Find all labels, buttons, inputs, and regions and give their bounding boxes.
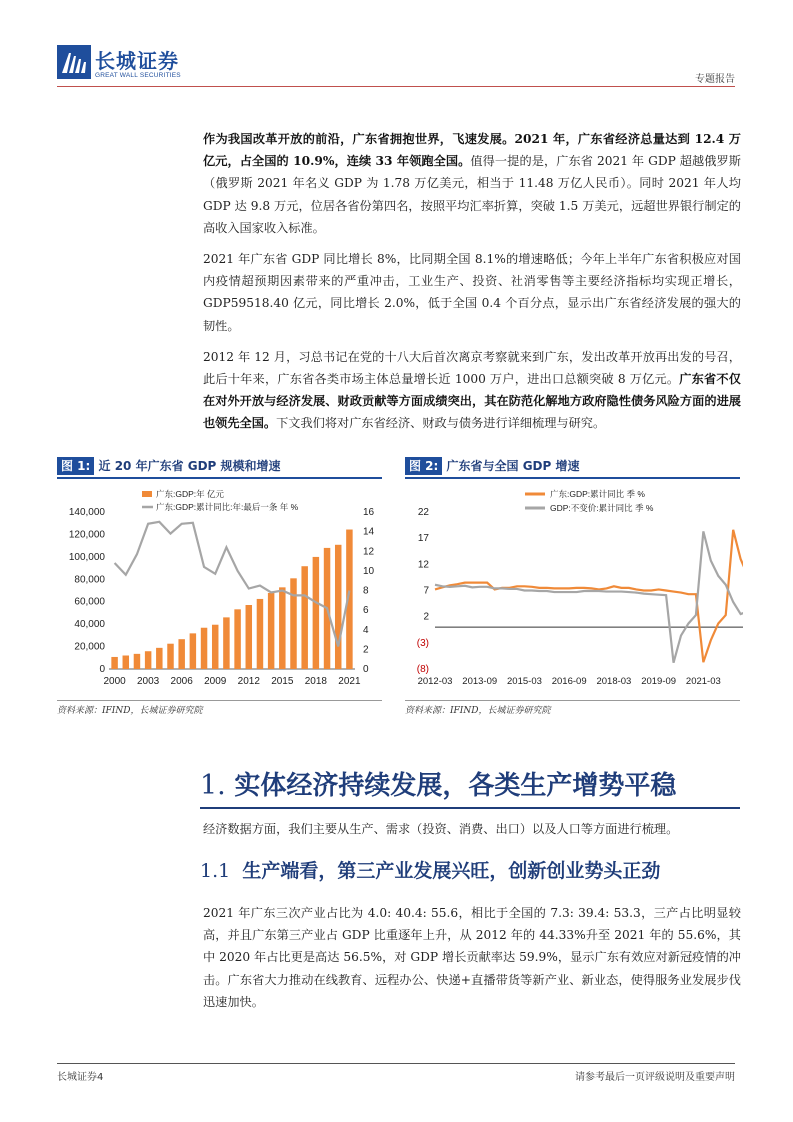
- intro-paragraph-3: [203, 346, 741, 435]
- section-1-1-heading: [200, 856, 660, 883]
- y-right-tick-label: 0: [363, 664, 369, 675]
- gdp-bar: [335, 545, 341, 669]
- figure-2-underline: [405, 477, 740, 479]
- section-1-underline: [200, 807, 740, 809]
- section-1-1-paragraph: 2021 年广东三次产业占比为 4.0: 40.4: 55.6，相比于全国的 7.3: 39.4: 53.3，三产占比明显较高，并且广东第三产业占 GDP 比重逐年上升，从 2012 年的 44.33%升至 2021 年的 55.6%，其中 2020 年占比更是高达 56.5%，对 GDP 增长贡献率达 59.9%，显示广东有效应对新冠疫情的冲击。广东省大力推动在线教育、远程办公、快递+直播带货等新产业、新业态，使得服务业发展步伐迅速加快。: [203, 906, 741, 1009]
- y-left-tick-label: 40,000: [74, 619, 105, 631]
- x-tick-label: 2006: [170, 676, 193, 687]
- gdp-bar: [134, 654, 140, 669]
- intro-paragraph-1: [203, 128, 741, 239]
- y-left-tick-label: 100,000: [68, 551, 105, 563]
- company-logo: [57, 45, 187, 85]
- y-right-tick-label: 12: [363, 546, 375, 558]
- logo-chinese-name: 长城证券: [95, 49, 179, 73]
- y-right-tick-label: 2: [363, 644, 369, 656]
- report-type-label: 专题报告: [695, 74, 735, 85]
- logo-english-name: GREAT WALL SECURITIES: [95, 72, 181, 79]
- gdp-bar: [190, 633, 196, 669]
- x-tick-label: 2021: [338, 676, 361, 687]
- y-right-tick-label: 8: [363, 585, 369, 597]
- y-right-tick-label: 16: [363, 507, 375, 518]
- x-tick-label: 2019-09: [641, 676, 677, 687]
- y-left-tick-label: 120,000: [68, 529, 105, 541]
- figure-2-caption: 广东省与全国 GDP 增速: [446, 459, 580, 473]
- gdp-bar: [313, 557, 319, 669]
- figure-2-source: 资料来源：IFIND，长城证券研究院: [405, 706, 551, 716]
- figure-2-bottom-line: [405, 700, 740, 701]
- intro-paragraph-2: 2021 年广东省 GDP 同比增长 8%，比同期全国 8.1%的增速略低；今年上半年广东省积极应对国内疫情超预期因素带来的严重冲击，工业生产、投资、社消零售等主要经济指标均实现正增长，GDP59518.40 亿元，同比增长 2.0%，低于全国 0.4 个百分点，显示出广东省经济发展的强大的韧性。: [203, 252, 741, 333]
- section-1-1-number: 1.1: [200, 860, 231, 882]
- section-1-title: 实体经济持续发展，各类生产增势平稳: [234, 771, 677, 801]
- legend-label-national: GDP:不变价:累计同比 季 %: [550, 503, 654, 513]
- y-right-tick-label: 4: [363, 624, 369, 636]
- gdp-bar: [156, 648, 162, 669]
- gdp-bar: [290, 578, 296, 669]
- y-right-tick-label: 14: [363, 526, 375, 538]
- gdp-bar: [201, 628, 207, 669]
- section-1-number: 1.: [200, 770, 226, 801]
- x-tick-label: 2012-03: [417, 676, 453, 687]
- intro-p3-c: 下文我们将对广东省经济、财政与债务进行详细梳理与研究。: [276, 416, 606, 431]
- national-growth-line: [435, 531, 743, 662]
- y-tick-label: (3): [416, 637, 429, 649]
- footer-divider: [57, 1063, 735, 1064]
- gdp-bar: [223, 617, 229, 669]
- gdp-bar: [301, 566, 307, 669]
- figure-1-source: 资料来源：IFIND，长城证券研究院: [57, 706, 203, 716]
- x-tick-label: 2003: [137, 676, 160, 687]
- y-right-tick-label: 6: [363, 605, 369, 617]
- section-1-1-title: 生产端看，第三产业发展兴旺，创新创业势头正劲: [242, 860, 661, 882]
- gdp-growth-comparison-chart: [405, 482, 743, 692]
- y-tick-label: 12: [417, 559, 429, 571]
- gdp-bar: [178, 639, 184, 669]
- section-1-heading: [200, 765, 676, 802]
- x-tick-label: 2009: [204, 676, 227, 687]
- gdp-bar: [123, 655, 129, 669]
- intro-section: [203, 128, 741, 435]
- footer-page-label: 长城证券4: [57, 1072, 104, 1083]
- gdp-bar: [145, 651, 151, 669]
- intro-p3-a: 2012 年 12 月，习总书记在党的十八大后首次离京考察就来到广东，发出改革开放再出发的号召，此后十年来，广东省各类市场主体总量增长近 1000 万户，进出口总额突破 8 万亿元。: [203, 349, 741, 387]
- y-left-tick-label: 80,000: [74, 574, 105, 586]
- figure-1-underline: [57, 477, 382, 479]
- y-tick-label: 22: [417, 507, 429, 518]
- gdp-bar: [268, 593, 274, 669]
- y-tick-label: 17: [417, 533, 429, 545]
- x-tick-label: 2013-09: [462, 676, 498, 687]
- figure-1-caption: 近 20 年广东省 GDP 规模和增速: [98, 459, 281, 473]
- y-right-tick-label: 10: [363, 565, 375, 577]
- figure-1-title: [57, 457, 281, 477]
- header-divider: [57, 86, 735, 87]
- y-left-tick-label: 0: [99, 664, 105, 675]
- great-wall-logo-icon: [57, 45, 91, 79]
- figure-1-number: 图 1:: [57, 457, 94, 475]
- footer-disclaimer-note: 请参考最后一页评级说明及重要声明: [575, 1072, 735, 1083]
- y-left-tick-label: 60,000: [74, 596, 105, 608]
- y-tick-label: 2: [423, 611, 429, 623]
- figure-2-title: [405, 457, 579, 477]
- gdp-bar: [279, 587, 285, 669]
- y-tick-label: (8): [416, 664, 429, 675]
- x-tick-label: 2018-03: [596, 676, 632, 687]
- y-left-tick-label: 20,000: [74, 641, 105, 653]
- gdp-bar: [246, 605, 252, 669]
- legend-swatch-gdp: [142, 491, 152, 497]
- x-tick-label: 2016-09: [551, 676, 587, 687]
- legend-label-guangdong: 广东:GDP:累计同比 季 %: [550, 489, 645, 499]
- gdp-bar: [212, 625, 218, 669]
- intro-p1-rest: 值得一提的是，广东省 2021 年 GDP 超越俄罗斯（俄罗斯 2021 年名义 GDP 为 1.78 万亿美元，相当于 11.48 万亿人民币）。同时 2021 年人均 GDP 达 9.8 万元，位居各省份第四名，按照平均汇率折算，突破 1.5 万美元，远超世界银行制定的高收入国家收入标准。: [203, 154, 741, 235]
- y-left-tick-label: 140,000: [68, 507, 105, 518]
- page-header: [0, 0, 793, 90]
- x-tick-label: 2018: [304, 676, 327, 687]
- gdp-bar: [111, 657, 117, 669]
- gdp-scale-growth-chart: [57, 482, 382, 692]
- intro-p3-bold: 广东省不仅在对外开放与经济发展、财政贡献等方面成绩突出，其在防范化解地方政府隐性债务风险方面的进展也领先全国。: [203, 372, 741, 431]
- x-tick-label: 2012: [237, 676, 260, 687]
- x-tick-label: 2015: [271, 676, 294, 687]
- figure-2-number: 图 2:: [405, 457, 442, 475]
- gdp-bar: [167, 644, 173, 669]
- legend-label-growth: 广东:GDP:累计同比:年:最后一条 年 %: [156, 502, 299, 512]
- section-1-intro: 经济数据方面，我们主要从生产、需求（投资、消费、出口）以及人口等方面进行梳理。: [203, 822, 679, 836]
- x-tick-label: 2021-03: [685, 676, 721, 687]
- gdp-bar: [257, 599, 263, 669]
- legend-label-gdp: 广东:GDP:年 亿元: [156, 489, 225, 499]
- intro-p1-bold: 作为我国改革开放的前沿，广东省拥抱世界，飞速发展。2021 年，广东省经济总量达到 12.4 万亿元，占全国的 10.9%，连续 33 年领跑全国。: [203, 132, 741, 169]
- section-1-1-body: [203, 902, 741, 1013]
- x-tick-label: 2015-03: [507, 676, 542, 687]
- x-tick-label: 2000: [103, 676, 126, 687]
- figure-1-bottom-line: [57, 700, 382, 701]
- gdp-bar: [234, 609, 240, 669]
- y-tick-label: 7: [423, 585, 429, 597]
- section-1-body: [203, 818, 741, 840]
